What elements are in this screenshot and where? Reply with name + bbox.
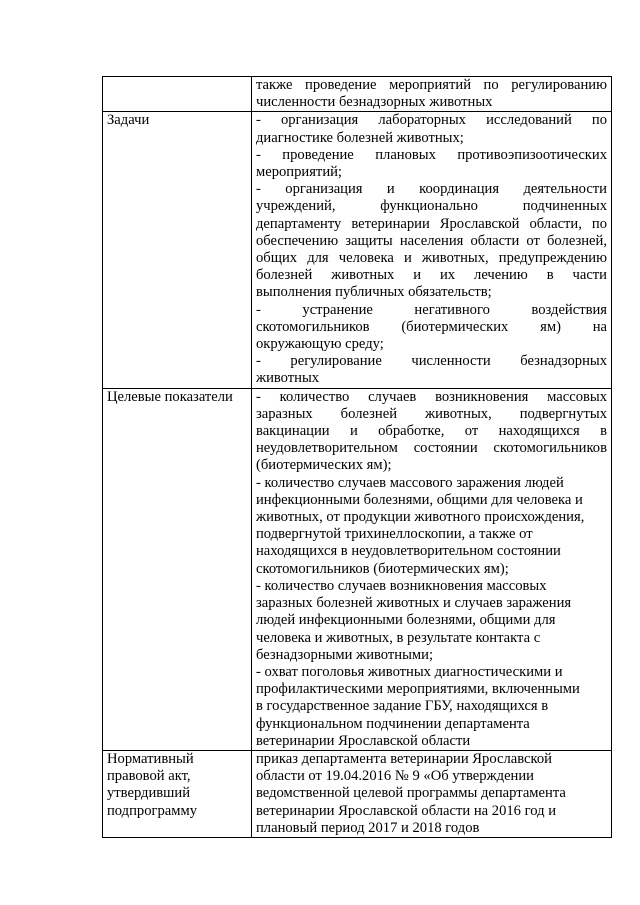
text-line: численности безнадзорных животных (256, 94, 493, 111)
label-line: Нормативный (107, 750, 194, 767)
table-body (103, 77, 612, 838)
text-line: плановый период 2017 и 2018 годов (256, 819, 480, 836)
text-line: неудовлетворительном состоянии скотомогильников (256, 440, 607, 457)
text-line: болезней животных и их лечению в части (256, 267, 607, 284)
text-line: ветеринарии Ярославской области на 2016 год и (256, 802, 556, 819)
text-line: приказ департамента ветеринарии Ярославской (256, 750, 552, 767)
label-line: Целевые показатели (107, 388, 233, 405)
text-line: безнадзорными животными; (256, 646, 434, 663)
text-line: выполнения публичных обязательств; (256, 284, 492, 301)
text-line: ветеринарии Ярославской области (256, 732, 471, 749)
text-line: скотомогильников (биотермических ям) на (256, 318, 607, 335)
value-cell (252, 112, 612, 388)
text-line: профилактическими мероприятиями, включенными (256, 681, 580, 698)
text-line: - количество случаев возникновения массовых (256, 577, 547, 594)
text-line: - проведение плановых противоэпизоотических (256, 146, 607, 163)
text-line: заразных болезней животных и случаев заражения (256, 595, 572, 612)
text-line: - устранение негативного воздействия (256, 301, 607, 318)
label-cell (103, 750, 252, 837)
text-line: животных, от продукции животного происхождения, (256, 509, 585, 526)
text-line: - организация и координация деятельности (256, 181, 607, 198)
value-cell (252, 388, 612, 750)
text-line: (биотермических ям); (256, 457, 392, 474)
text-line: - количество случаев массового заражения людей (256, 474, 564, 491)
row-normative-act (103, 750, 612, 837)
text-line: людей инфекционными болезнями, общими для (256, 612, 556, 629)
text-line: вакцинации и обработке, от находящихся в (256, 423, 607, 440)
text-line: окружающую среду; (256, 336, 384, 353)
text-line: - регулирование численности безнадзорных (256, 353, 607, 370)
label-line: Задачи (107, 112, 150, 129)
label-line: правовой акт, (107, 768, 191, 785)
row-target-indicators (103, 388, 612, 750)
text-line: в государственное задание ГБУ, находящихся в (256, 698, 549, 715)
label-line: подпрограмму (107, 802, 198, 819)
text-line: учреждений, функционально подчиненных (256, 198, 607, 215)
value-cell (252, 750, 612, 837)
text-line: заразных болезней животных, подвергнутых (256, 405, 607, 422)
text-line: ведомственной целевой программы департамента (256, 785, 566, 802)
text-line: общих для человека и животных, предупреждению (256, 250, 607, 267)
text-line: департаменту ветеринарии Ярославской области, по (256, 215, 607, 232)
label-cell (103, 388, 252, 750)
text-line: мероприятий; (256, 164, 342, 181)
row-tasks (103, 112, 612, 388)
text-line: обеспечению защиты населения области от болезней, (256, 232, 607, 249)
text-line: также проведение мероприятий по регулированию (256, 77, 607, 93)
label-cell (103, 77, 252, 112)
value-cell (252, 77, 612, 112)
label-cell (103, 112, 252, 388)
text-line: - организация лабораторных исследований по (256, 112, 607, 129)
text-line: находящихся в неудовлетворительном состоянии (256, 543, 561, 560)
text-line: функциональном подчинении департамента (256, 715, 530, 732)
subprogram-passport-table (102, 76, 612, 838)
text-line: инфекционными болезнями, общими для человека и (256, 491, 583, 508)
row-goals-continued (103, 77, 612, 112)
text-line: области от 19.04.2016 № 9 «Об утверждении (256, 768, 534, 785)
text-line: диагностике болезней животных; (256, 129, 464, 146)
text-line: животных (256, 370, 320, 387)
label-line: утвердивший (107, 785, 191, 802)
text-line: человека и животных, в результате контакта с (256, 629, 541, 646)
text-line: подвергнутой трихинеллоскопии, а также от (256, 526, 533, 543)
text-line: - количество случаев возникновения массовых (256, 388, 607, 405)
text-line: скотомогильников (биотермических ям); (256, 560, 509, 577)
text-line: - охват поголовья животных диагностическими и (256, 663, 563, 680)
